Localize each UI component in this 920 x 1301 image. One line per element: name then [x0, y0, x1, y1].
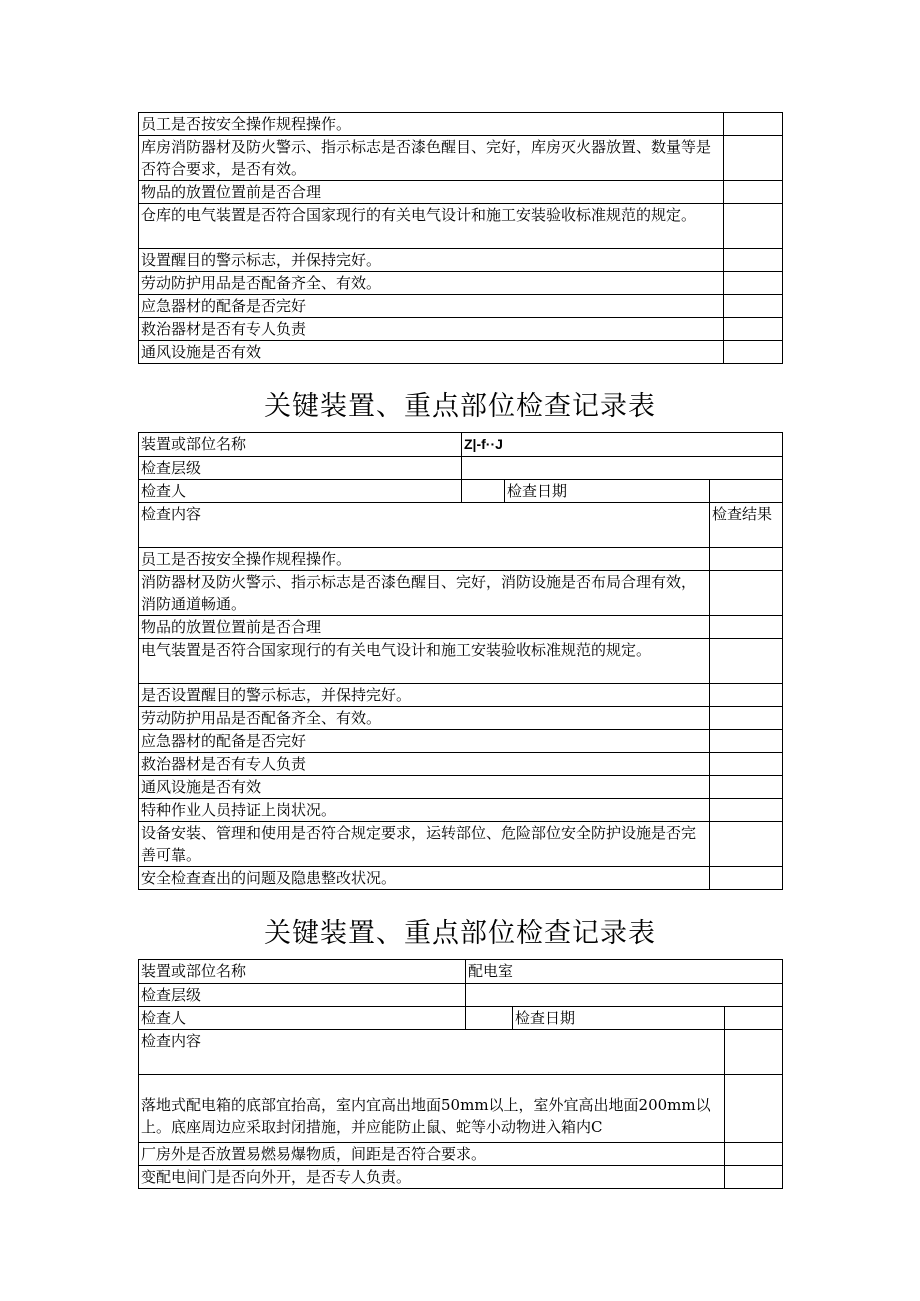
check-item: 设备安装、管理和使用是否符合规定要求，运转部位、危险部位安全防护设施是否完善可靠。 [139, 822, 710, 867]
table-row [139, 984, 783, 1007]
table-row [139, 571, 783, 616]
check-item: 电气装置是否符合国家现行的有关电气设计和施工安装验收标准规范的规定。 [139, 639, 710, 684]
section1-table [138, 112, 783, 364]
result-cell[interactable] [724, 249, 783, 272]
device-name-value[interactable]: 配电室 [466, 960, 783, 984]
table-row [139, 639, 783, 684]
check-item: 安全检查查出的问题及隐患整改状况。 [139, 867, 710, 890]
table-row [139, 799, 783, 822]
table-row [139, 776, 783, 799]
check-item: 员工是否按安全操作规程操作。 [139, 113, 724, 136]
check-date-value[interactable] [725, 1007, 783, 1030]
table-row [139, 503, 783, 548]
check-item: 劳动防护用品是否配备齐全、有效。 [139, 707, 710, 730]
section2-table [138, 432, 783, 890]
check-level-value[interactable] [466, 984, 783, 1007]
table-row [139, 341, 783, 364]
table-row [139, 181, 783, 204]
result-cell[interactable] [724, 295, 783, 318]
table-row [139, 707, 783, 730]
result-cell[interactable] [710, 548, 783, 571]
table-row [139, 1030, 783, 1075]
result-cell[interactable] [710, 684, 783, 707]
table-row [139, 272, 783, 295]
table-row [139, 730, 783, 753]
check-item: 应急器材的配备是否完好 [139, 730, 710, 753]
table-row [139, 1075, 783, 1143]
result-cell[interactable] [724, 318, 783, 341]
section2-title: 关键装置、重点部位检查记录表 [264, 391, 656, 422]
table-row [139, 1007, 783, 1030]
check-item: 仓库的电气装置是否符合国家现行的有关电气设计和施工安装验收标准规范的规定。 [139, 204, 724, 249]
result-cell[interactable] [724, 113, 783, 136]
inspector-label: 检查人 [139, 480, 462, 503]
table-row [139, 1143, 783, 1166]
device-name-label: 装置或部位名称 [139, 960, 466, 984]
result-cell[interactable] [724, 204, 783, 249]
check-item: 救治器材是否有专人负责 [139, 318, 724, 341]
check-item: 通风设施是否有效 [139, 776, 710, 799]
check-item: 消防器材及防火警示、指示标志是否漆色醒目、完好，消防设施是否布局合理有效，消防通道畅通。 [139, 571, 710, 616]
table-row [139, 822, 783, 867]
check-item: 设置醒目的警示标志，并保持完好。 [139, 249, 724, 272]
section3-table [138, 959, 783, 1189]
table-row [139, 867, 783, 890]
device-name-value[interactable]: Z|-f··J [462, 433, 783, 457]
table-row [139, 548, 783, 571]
check-item: 劳动防护用品是否配备齐全、有效。 [139, 272, 724, 295]
result-cell[interactable] [710, 822, 783, 867]
result-cell[interactable] [725, 1166, 783, 1189]
table-row [139, 113, 783, 136]
table-row [139, 295, 783, 318]
table-row [139, 684, 783, 707]
check-item: 厂房外是否放置易燃易爆物质，间距是否符合要求。 [139, 1143, 725, 1166]
result-cell[interactable] [724, 181, 783, 204]
table-row [139, 1166, 783, 1189]
check-date-value[interactable] [710, 480, 783, 503]
check-item: 通风设施是否有效 [139, 341, 724, 364]
result-cell[interactable] [724, 341, 783, 364]
result-cell[interactable] [724, 272, 783, 295]
result-cell[interactable] [710, 571, 783, 616]
check-date-label: 检查日期 [513, 1007, 725, 1030]
check-item: 物品的放置位置前是否合理 [139, 616, 710, 639]
result-cell[interactable] [725, 1075, 783, 1143]
table-row [139, 616, 783, 639]
table-row [139, 249, 783, 272]
check-level-label: 检查层级 [139, 457, 462, 480]
table-row [139, 204, 783, 249]
section3-title: 关键装置、重点部位检查记录表 [264, 918, 656, 949]
check-date-label: 检查日期 [505, 480, 710, 503]
inspector-value[interactable] [462, 480, 505, 503]
check-level-value[interactable] [462, 457, 783, 480]
result-cell[interactable] [710, 616, 783, 639]
inspector-label: 检查人 [139, 1007, 466, 1030]
table-row [139, 960, 783, 984]
check-item: 特种作业人员持证上岗状况。 [139, 799, 710, 822]
check-item: 库房消防器材及防火警示、指示标志是否漆色醒目、完好，库房灭火器放置、数量等是否符合要求，是否有效。 [139, 136, 724, 181]
check-content-label: 检查内容 [139, 1030, 725, 1075]
check-item: 是否设置醒目的警示标志，并保持完好。 [139, 684, 710, 707]
result-cell[interactable] [725, 1143, 783, 1166]
table-row [139, 318, 783, 341]
check-result-label: 检查结果 [710, 503, 783, 548]
result-cell[interactable] [710, 639, 783, 684]
table-row [139, 136, 783, 181]
check-item: 救治器材是否有专人负责 [139, 753, 710, 776]
check-content-label: 检查内容 [139, 503, 710, 548]
inspector-value[interactable] [466, 1007, 513, 1030]
table-row [139, 480, 783, 503]
check-item: 员工是否按安全操作规程操作。 [139, 548, 710, 571]
result-cell[interactable] [710, 776, 783, 799]
check-item: 落地式配电箱的底部宜抬高，室内宜高出地面50mm以上，室外宜高出地面200mm以上。底座周边应采取封闭措施，并应能防止鼠、蛇等小动物进入箱内C [139, 1075, 725, 1143]
check-item: 物品的放置位置前是否合理 [139, 181, 724, 204]
result-cell[interactable] [710, 753, 783, 776]
table-row [139, 433, 783, 457]
table-row [139, 457, 783, 480]
check-item: 应急器材的配备是否完好 [139, 295, 724, 318]
result-cell[interactable] [710, 707, 783, 730]
check-item: 变配电间门是否向外开，是否专人负责。 [139, 1166, 725, 1189]
result-cell[interactable] [710, 799, 783, 822]
check-level-label: 检查层级 [139, 984, 466, 1007]
result-cell[interactable] [725, 1030, 783, 1075]
result-cell[interactable] [710, 867, 783, 890]
table-row [139, 753, 783, 776]
device-name-label: 装置或部位名称 [139, 433, 462, 457]
result-cell[interactable] [724, 136, 783, 181]
result-cell[interactable] [710, 730, 783, 753]
